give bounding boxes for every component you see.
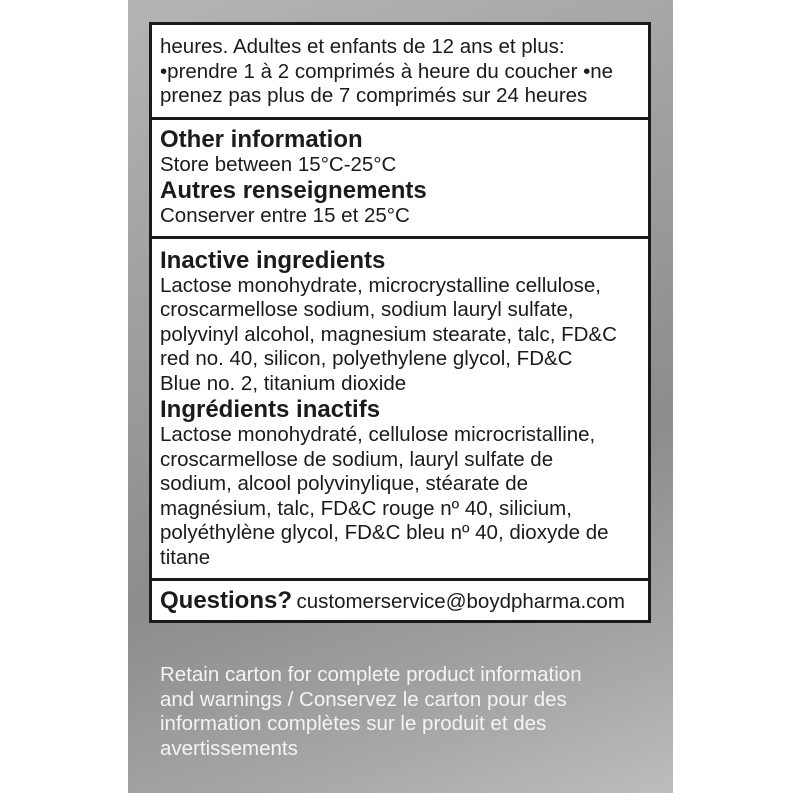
questions-label: Questions? [160,587,293,614]
ingredients-line-fr: titane [160,545,211,569]
ingredients-line-fr: sodium, alcool polyvinylique, stéarate de [160,472,529,495]
ingredients-line-fr: magnésium, talc, FD&C rouge nº 40, silicium, [160,496,572,520]
retain-notice-line: Retain carton for complete product information [160,663,582,686]
ingredients-line-en: Blue no. 2, titanium dioxide [160,371,407,395]
ingredients-line-fr: Lactose monohydraté, cellulose microcristalline, [160,423,596,446]
ingredients-line-en: polyvinyl alcohol, magnesium stearate, talc, FD&C [160,322,617,346]
ingredients-inactifs-heading: Ingrédients inactifs [160,396,381,423]
storage-text-en: Store between 15°C-25°C [160,152,397,176]
ingredients-line-en: Lactose monohydrate, microcrystalline cellulose, [160,273,601,297]
retain-notice-line: information complètes sur le produit et des [160,712,547,735]
inactive-ingredients-heading: Inactive ingredients [160,246,386,274]
ingredients-line-en: red no. 40, silicon, polyethylene glycol, FD&C [160,347,573,370]
ingredients-line-fr: croscarmellose de sodium, lauryl sulfate de [160,447,554,471]
other-information-heading: Other information [160,125,363,153]
retain-carton-notice [160,663,650,761]
directions-line: prenez pas plus de 7 comprimés sur 24 heures [160,84,588,107]
retain-notice-line: and warnings / Conservez le carton pour des [160,687,567,711]
directions-line: •prendre 1 à 2 comprimés à heure du coucher •ne [160,59,614,83]
ingredients-line-en: croscarmellose sodium, sodium lauryl sulfate, [160,298,574,321]
inactive-ingredients-section [152,239,648,582]
retain-notice-line: avertissements [160,736,298,760]
other-information-section [152,120,648,239]
contact-email: customerservice@boydpharma.com [296,590,625,613]
autres-renseignements-heading: Autres renseignements [160,177,427,204]
directions-line: heures. Adultes et enfants de 12 ans et plus: [160,35,565,58]
label-panel [128,0,673,793]
drug-facts-box [149,22,651,623]
questions-section [152,581,648,620]
ingredients-line-fr: polyéthylène glycol, FD&C bleu nº 40, dioxyde de [160,521,609,544]
directions-section [152,25,648,120]
storage-text-fr: Conserver entre 15 et 25°C [160,204,410,227]
